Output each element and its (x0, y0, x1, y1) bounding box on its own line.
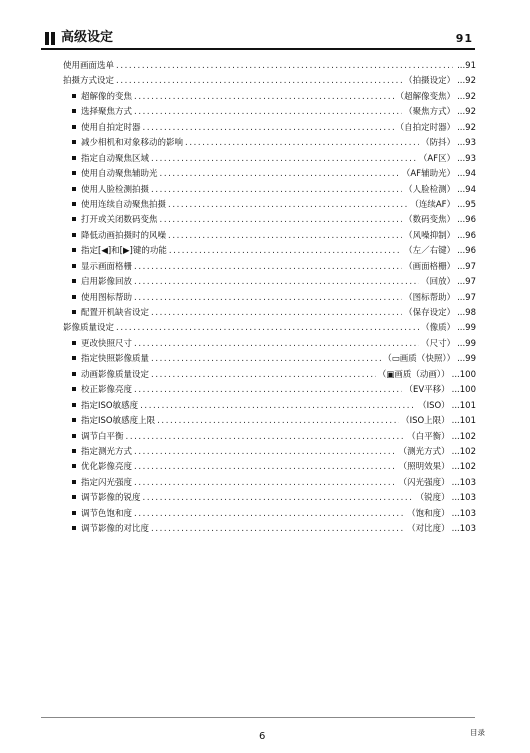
bullet-icon (72, 310, 76, 314)
toc-subentry[interactable] (63, 213, 476, 228)
toc-entry-page: ...99 (457, 338, 476, 349)
toc-entry-key: （人脸检测） (404, 184, 456, 195)
dot-leader (126, 430, 406, 445)
toc-entry-page: ...102 (451, 446, 476, 457)
toc-entry-page: ...103 (451, 477, 476, 488)
bullet-icon (72, 140, 76, 144)
dot-leader (143, 491, 414, 506)
toc-entry-key: （白平衡） (407, 431, 450, 442)
toc-entry-page: ...103 (451, 493, 476, 504)
toc-entry-page: ...103 (451, 508, 476, 519)
toc-entry-title: 影像质量设定 (63, 323, 115, 334)
bullet-icon (72, 109, 76, 113)
bullet-icon (72, 434, 76, 438)
toc-entry-key: （饱和度） (407, 508, 450, 519)
bullet-icon (72, 418, 76, 422)
toc-subentry[interactable] (63, 306, 476, 321)
toc-entry-page: ...98 (457, 308, 476, 318)
toc-subentry[interactable] (63, 291, 476, 306)
dot-leader (151, 183, 402, 198)
bullet-icon (72, 187, 76, 191)
toc-entry-key: （风噪抑制） (404, 230, 456, 241)
toc-subentry[interactable] (63, 352, 476, 367)
toc-entry-key: （闪光强度） (398, 477, 450, 488)
toc-entry-key: （EV平移） (404, 385, 450, 396)
dot-leader (151, 368, 376, 383)
bullet-icon (72, 495, 76, 499)
dot-leader (134, 507, 405, 522)
toc-entry-key: （回放） (421, 277, 456, 288)
toc-entry-key: （拍摄设定） (404, 76, 456, 87)
dot-leader (168, 198, 408, 213)
toc-subentry[interactable] (63, 491, 476, 506)
toc-subentry[interactable] (63, 260, 476, 275)
dot-leader (134, 291, 402, 306)
section-marker-icon (45, 32, 56, 45)
toc-entry-page: ...100 (451, 369, 476, 380)
toc-subentry[interactable] (63, 337, 476, 352)
toc-entry-key: （ISO上限） (401, 416, 450, 427)
toc-subentry[interactable] (63, 522, 476, 537)
toc-entry-key: （左／右键） (404, 246, 456, 257)
toc-entry-page: ...93 (457, 138, 476, 149)
bullet-icon (72, 248, 76, 252)
bullet-icon (72, 449, 76, 453)
toc-entry-key: （图标帮助） (404, 292, 456, 303)
toc-entry-page: ...92 (457, 91, 476, 102)
section-header (41, 30, 475, 48)
toc-entry-title: 使用连续自动聚焦拍摄 (81, 199, 167, 210)
dot-leader (143, 121, 394, 136)
toc-entry-title: 指定自动聚焦区域 (81, 153, 150, 164)
toc-entry-key: （保存设定） (404, 308, 456, 318)
toc-entry-key: （防抖） (421, 138, 456, 149)
toc-subentry[interactable] (63, 229, 476, 244)
toc-entry-key: （数码变焦） (404, 215, 456, 226)
toc-entry-title: 使用人脸检测拍摄 (81, 184, 150, 195)
toc-subentry[interactable] (63, 167, 476, 182)
toc-entry-key: （照明效果） (398, 462, 450, 473)
toc-subentry[interactable] (63, 105, 476, 120)
toc-entry-page: ...97 (457, 261, 476, 272)
dot-leader (116, 59, 453, 74)
toc-entry-title: 启用影像回放 (81, 277, 133, 288)
dot-leader (151, 522, 405, 537)
toc-entry-title: 使用自拍定时器 (81, 122, 141, 133)
toc-entry-key: （超解像变焦） (395, 91, 456, 102)
section-page-number: 91 (455, 32, 473, 45)
toc-subentry[interactable] (63, 183, 476, 198)
bullet-icon (72, 94, 76, 98)
toc-entry-key: （AF辅助光） (401, 169, 456, 180)
toc-entry-page: ...92 (457, 122, 476, 133)
toc-entry-title: 优化影像亮度 (81, 462, 133, 473)
toc-entry-key: （连续AF） (410, 199, 456, 210)
toc-entry-title: 使用图标帮助 (81, 292, 133, 303)
toc-entry-page: ...94 (457, 169, 476, 180)
toc-entry-key: （ISO） (418, 400, 450, 411)
toc-entry-page: ...99 (457, 323, 476, 334)
toc-entry-title: 动画影像质量设定 (81, 369, 150, 380)
dot-leader (134, 445, 397, 460)
toc-subentry[interactable] (63, 445, 476, 460)
toc-subentry[interactable] (63, 121, 476, 136)
dot-leader (134, 460, 397, 475)
toc-entry-page: ...97 (457, 277, 476, 288)
toc-entry-page: ...102 (451, 462, 476, 473)
toc-entry-title: 更改快照尺寸 (81, 338, 133, 349)
toc-entry-title: 使用自动聚焦辅助光 (81, 169, 158, 180)
toc-subentry[interactable] (63, 430, 476, 445)
toc-entry-page: ...93 (457, 153, 476, 164)
bullet-icon (72, 403, 76, 407)
dot-leader (185, 136, 419, 151)
toc-entry-page: ...95 (457, 199, 476, 210)
toc-entry-page: ...97 (457, 292, 476, 303)
toc-entry-key: （聚焦方式） (404, 107, 456, 118)
toc-entry[interactable] (63, 59, 476, 74)
dot-leader (134, 337, 419, 352)
bullet-icon (72, 464, 76, 468)
bullet-icon (72, 279, 76, 283)
dot-leader (169, 244, 402, 259)
dot-leader (134, 275, 419, 290)
section-title: 高级设定 (61, 30, 114, 45)
toc-entry-title: 减少相机和对象移动的影响 (81, 138, 184, 149)
toc-subentry[interactable] (63, 414, 476, 429)
toc-entry-key: （像质） (421, 323, 456, 334)
toc-entry-page: ...94 (457, 184, 476, 195)
toc-entry-page: ...92 (457, 107, 476, 118)
toc-subentry[interactable] (63, 90, 476, 105)
toc-entry-key: （▭画质（快照）） (383, 354, 456, 365)
toc-entry-page: ...101 (451, 400, 476, 411)
toc-subentry[interactable] (63, 399, 476, 414)
toc-entry-title: 指定快照影像质量 (81, 354, 150, 365)
dot-leader (151, 352, 381, 367)
toc-entry-key: （尺寸） (421, 338, 456, 349)
toc-entry-key: （AF区） (418, 153, 456, 164)
dot-leader (134, 476, 397, 491)
toc-subentry[interactable] (63, 136, 476, 151)
toc-entry-title: 拍摄方式设定 (63, 76, 115, 87)
dot-leader (134, 383, 402, 398)
toc-entry-title: 指定[◀]和[▶]键的功能 (81, 246, 167, 257)
bullet-icon (72, 171, 76, 175)
dot-leader (134, 90, 394, 105)
bullet-icon (72, 387, 76, 391)
bullet-icon (72, 217, 76, 221)
toc-entry-page: ...100 (451, 385, 476, 396)
toc-entry-title: 校正影像亮度 (81, 385, 133, 396)
toc-entry-page: ...96 (457, 246, 476, 257)
toc-entry-title: 指定ISO敏感度 (81, 400, 139, 411)
bullet-icon (72, 341, 76, 345)
bullet-icon (72, 511, 76, 515)
dot-leader (151, 306, 402, 321)
toc-entry-title: 降低动画拍摄时的风噪 (81, 230, 167, 241)
toc-entry-page: ...99 (457, 354, 476, 365)
toc-entry-title: 调节色饱和度 (81, 508, 133, 519)
toc-entry-key: （测光方式） (398, 446, 450, 457)
footer-page-number: 6 (259, 731, 266, 742)
toc-entry-page: ...91 (457, 61, 476, 71)
toc-subentry[interactable] (63, 383, 476, 398)
toc-subentry[interactable] (63, 152, 476, 167)
toc-subentry[interactable] (63, 198, 476, 213)
toc-entry-title: 超解像的变焦 (81, 91, 133, 102)
toc-subentry[interactable] (63, 275, 476, 290)
dot-leader (151, 152, 417, 167)
dot-leader (140, 399, 416, 414)
toc-entry-title: 选择聚焦方式 (81, 107, 133, 118)
toc-subentry[interactable] (63, 460, 476, 475)
toc-entry-title: 配置开机缺省设定 (81, 308, 150, 318)
toc-entry-title: 显示画面格栅 (81, 261, 133, 272)
bullet-icon (72, 202, 76, 206)
toc-entry-page: ...92 (457, 76, 476, 87)
dot-leader (157, 414, 399, 429)
toc-entry-key: （锐度） (415, 493, 450, 504)
bullet-icon (72, 526, 76, 530)
toc-entry-page: ...103 (451, 524, 476, 535)
bullet-icon (72, 156, 76, 160)
toc-subentry[interactable] (63, 476, 476, 491)
dot-leader (160, 167, 400, 182)
toc-entry-key: （自拍定时器） (395, 122, 456, 133)
toc-entry[interactable] (63, 321, 476, 336)
toc-entry-title: 调节影像的对比度 (81, 524, 150, 535)
bullet-icon (72, 264, 76, 268)
toc-entry-page: ...101 (451, 416, 476, 427)
toc-entry-title: 指定ISO敏感度上限 (81, 416, 156, 427)
bullet-icon (72, 480, 76, 484)
bullet-icon (72, 233, 76, 237)
toc-entry[interactable] (63, 74, 476, 89)
dot-leader (134, 260, 402, 275)
toc-entry-key: （▣画质（动画）） (377, 369, 450, 380)
toc-subentry[interactable] (63, 244, 476, 259)
toc-entry-key: （对比度） (407, 524, 450, 535)
header-divider (41, 48, 475, 50)
toc-entry-title: 指定闪光强度 (81, 477, 133, 488)
footer-divider (41, 717, 475, 718)
toc-subentry[interactable] (63, 368, 476, 383)
toc-entry-title: 调节影像的锐度 (81, 493, 141, 504)
toc-entry-title: 打开或关闭数码变焦 (81, 215, 158, 226)
toc-entry-page: ...102 (451, 431, 476, 442)
toc-entry-title: 调节白平衡 (81, 431, 124, 442)
toc-entry-key: （画面格栅） (404, 261, 456, 272)
bullet-icon (72, 372, 76, 376)
footer-toc-label: 目录 (470, 728, 485, 737)
dot-leader (160, 213, 403, 228)
dot-leader (116, 321, 419, 336)
toc-entry-title: 指定测光方式 (81, 446, 133, 457)
bullet-icon (72, 295, 76, 299)
toc-entry-page: ...96 (457, 230, 476, 241)
dot-leader (168, 229, 402, 244)
toc-subentry[interactable] (63, 507, 476, 522)
toc-entry-page: ...96 (457, 215, 476, 226)
toc-entry-title: 使用画面选单 (63, 61, 115, 71)
dot-leader (116, 74, 402, 89)
bullet-icon (72, 356, 76, 360)
table-of-contents (63, 59, 476, 538)
dot-leader (134, 105, 402, 120)
bullet-icon (72, 125, 76, 129)
